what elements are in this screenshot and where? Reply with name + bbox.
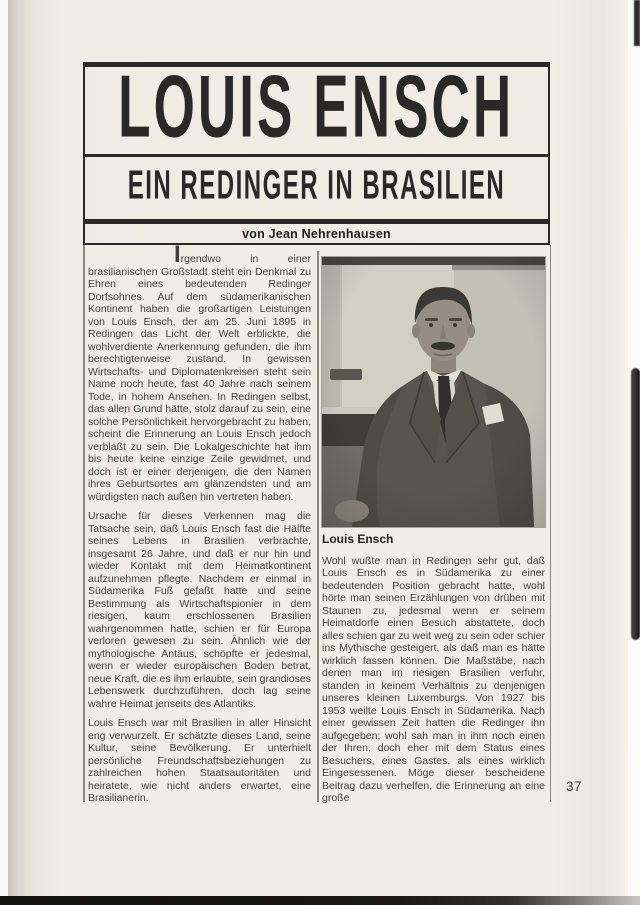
column-rule-left [83, 245, 85, 802]
byline-row [85, 224, 548, 243]
article-column-right [322, 257, 545, 812]
article-column-left [88, 241, 311, 812]
byline: von Jean Nehrenhausen [242, 226, 391, 241]
column-rule-center [317, 251, 319, 802]
column-rule-right [550, 245, 552, 802]
paragraph: Louis Ensch war mit Brasilien in aller Hinsicht eng verwurzelt. Er schätzte dieses Land, seine Kultur, seine Bevölkerung. Er unterhielt persönliche Freundschaftsbeziehungen zu zahlreichen hohen Staatsautoritäten und heiratete, wie nicht anders erwartet, eine Brasilianerin. [88, 717, 311, 804]
article-header [83, 57, 550, 245]
portrait-photo [322, 257, 545, 527]
paragraph: Irgendwo in einer brasilianischen Großstadt steht ein Denkmal zu Ehren eines bedeutenden Redinger Dorfsohnes. Auf dem südamerikanischen Kontinent haben die großartigen Leistungen von Louis Ensch, der am 25. Juni 1895 in Redingen das Licht der Welt erblickte, die wohlverdiente Anerkennung gefunden, die ihm berechtigterweise zustand. In gewissen Wirtschafts- und Diplomatenkreisen steht sein Name noch heute, fast 40 Jahre nach seinem Tode, in hohem Ansehen. In Redingen selbst, das allen Grund hätte, stolz darauf zu sein, eine solche Persönlichkeit hervorgebracht zu haben, scheint die Erinnerung an Louis Ensch jedoch verblaßt zu sein. Die Lokalgeschichte hat ihm bis heute keine einzige Zeile gewidmet, und doch ist er einer derjenigen, die den Namen ihres Geburtsortes am glänzendsten und am würdigsten nach außen hin vertreten haben. [88, 241, 311, 503]
scan-edge-shadow-bottom [0, 896, 640, 905]
portrait-photo-illustration [322, 257, 545, 527]
article-subtitle: EIN REDINGER IN BRASILIEN [127, 162, 506, 209]
article-title: LOUIS ENSCH [118, 57, 515, 157]
subtitle-row [85, 157, 548, 219]
paragraph: Wohl wußte man in Redingen sehr gut, daß Louis Ensch es in Südamerika zu einer bedeutenden Position gebracht hatte, wohl hörte man seinen Erzählungen von drüben mit Staunen zu, jedesmal wenn er seinem Heimatdorfe einen Besuch abstattete, doch alles schien gar zu weit weg zu sein oder schier ins Mythische gesteigert, als daß man es hätte wirklich fassen können. Die Maßstäbe, nach denen man im riesigen Brasilien verfuhr, standen in keinem Verhältnis zu denjenigen unseres kleinen Luxemburgs. Von 1927 bis 1953 weilte Louis Ensch in Südamerika. Nach einer gewissen Zeit hatten die Redinger ihn aufgegeben; wohl sah man in ihm noch einen der Ihren, doch eher mit dem Status eines Besuchers, eines Gastes, als eines wirklich Eingesessenen. Möge dieser bescheidene Beitrag dazu verhelfen, die Erinnerung an eine große [322, 554, 545, 804]
photo-grain [322, 257, 545, 527]
photo-caption: Louis Ensch [322, 532, 394, 546]
paragraph: Ursache für dieses Verkennen mag die Tatsache sein, daß Louis Ensch fast die Hälfte seines Lebens in Brasilien verbrachte, insgesamt 26 Jahre, und daß er nur hin und wieder Kontakt mit dem Heimatkontinent aufzunehmen pflegte. Nachdem er einmal in Südamerika Fuß gefaßt hatte und seine Bestimmung als Wirtschaftspionier in dem riesigen, kaum erschlossenen Brasilien wahrgenommen hatte, schien er für Europa verloren gewesen zu sein. Ähnlich wie der mythologische Antäus, schöpfte er jedesmal, wenn er wieder europäischen Boden betrat, neue Kraft, die es ihm erlaubte, sein grandioses Lebenswerk durchzuführen, doch lag seine wahre Heimat jenseits des Atlantiks. [88, 510, 311, 710]
page-number: 37 [566, 779, 583, 794]
title-row [85, 57, 548, 157]
scan-edge-shadow-top [634, 0, 640, 46]
scan-edge-shadow-mid [631, 368, 640, 640]
